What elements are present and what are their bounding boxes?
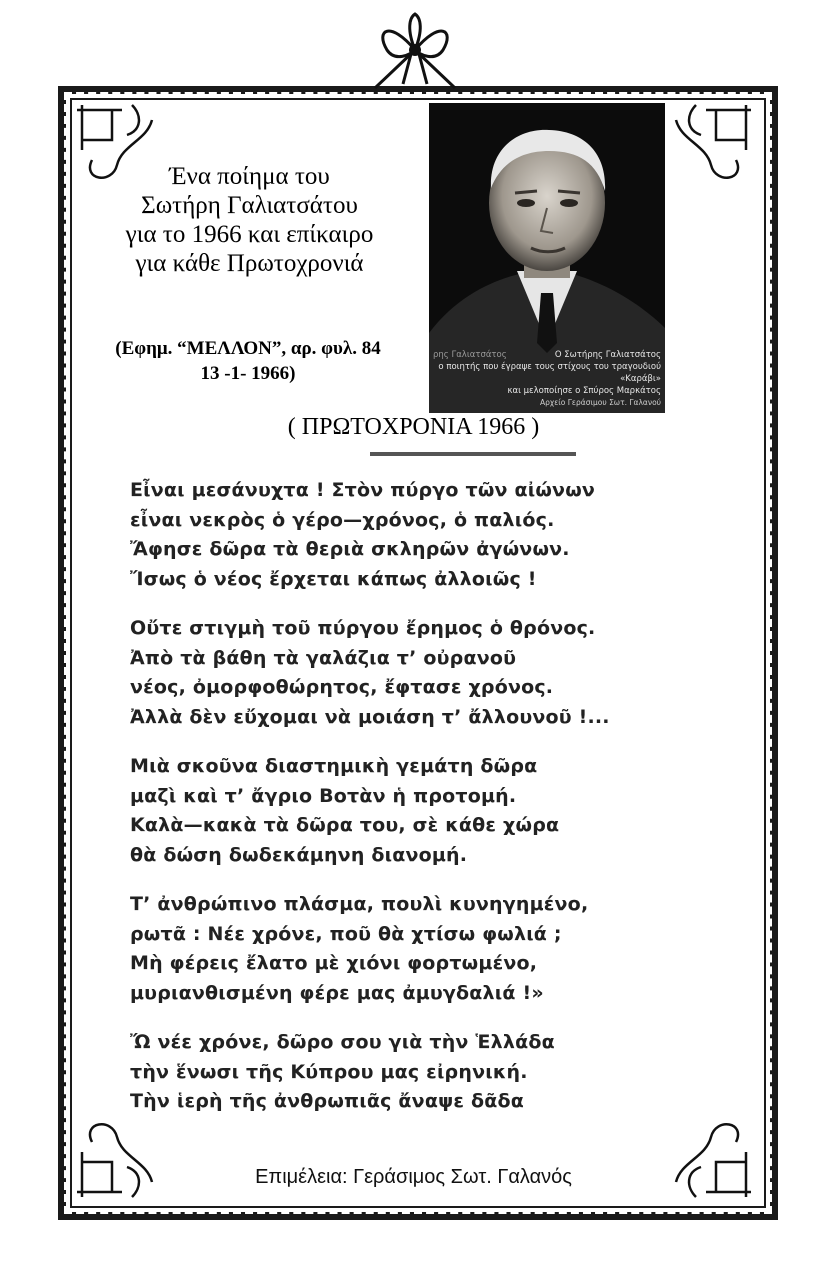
poem-line: Εἶναι μεσάνυχτα ! Στὸν πύργο τῶν αἰώνων: [130, 479, 596, 501]
intro-title-line: Ένα ποίημα του: [169, 163, 330, 190]
editor-credit: Επιμέλεια: Γεράσιμος Σωτ. Γαλανός: [255, 1166, 572, 1188]
photo-caption-line: Ο Σωτήρης Γαλιατσάτος: [554, 350, 661, 360]
poem-line: Καλὰ—κακὰ τὰ δῶρα του, σὲ κάθε χώρα: [130, 814, 560, 836]
poem-line: ρωτᾶ : Νέε χρόνε, ποῦ θὰ χτίσω φωλιά ;: [130, 922, 562, 945]
poem-stanza: [130, 752, 770, 870]
poem-line: Τὴν ἱερὴ τῆς ἀνθρωπιᾶς ἄναψε δᾶδα: [130, 1090, 524, 1112]
poem-line: Ἴσως ὁ νέος ἔρχεται κάπως ἀλλοιῶς !: [130, 567, 537, 590]
heading-rule: [370, 452, 576, 456]
portrait-photo: [429, 103, 665, 413]
poem-line: μαζὶ καὶ τ’ ἄγριο Βοτὰν ἡ προτομή.: [130, 784, 517, 807]
poem-stanza: [130, 890, 770, 1008]
photo-caption-line: ο ποιητής που έγραψε τους στίχους του τραγουδιού: [438, 362, 661, 372]
poem-heading: ( ΠΡΩΤΟΧΡΟΝΙΑ 1966 ): [287, 414, 540, 440]
poem-stanza: [130, 1028, 770, 1117]
poem-line: Ὤ νέε χρόνε, δῶρο σου γιὰ τὴν Ἑλλάδα: [130, 1031, 555, 1053]
intro-title-line: Σωτήρη Γαλιατσάτου: [141, 192, 358, 219]
photo-caption-left: ρης Γαλιατσάτος: [433, 350, 507, 360]
poem-line: θὰ δώση δωδεκάμηνη διανομή.: [130, 843, 468, 866]
newspaper-reference: [68, 336, 428, 386]
photo-caption-line: και μελοποίησε ο Σπύρος Μαρκάτος: [507, 386, 661, 396]
poem-line: τὴν ἕνωσι τῆς Κύπρου μας εἰρηνική.: [130, 1060, 528, 1083]
poem-line: Μιὰ σκοῦνα διαστημικὴ γεμάτη δῶρα: [130, 755, 538, 777]
poem-stanza: [130, 614, 770, 732]
poem-line: Τ’ ἀνθρώπινο πλάσμα, πουλὶ κυνηγημένο,: [130, 893, 589, 915]
photo-caption-credit: Αρχείο Γεράσιμου Σωτ. Γαλανού: [539, 398, 661, 407]
poem-stanza: [130, 476, 770, 594]
reference-line: 13 -1- 1966): [200, 363, 296, 384]
ribbon-bow-ornament: [365, 10, 465, 90]
corner-ornament-top-right: [666, 100, 756, 190]
intro-title-line: για το 1966 και επίκαιρο: [125, 221, 374, 248]
poem-line: νέος, ὀμορφοθώρητος, ἔφτασε χρόνος.: [130, 676, 554, 698]
poem-line: εἶναι νεκρὸς ὁ γέρο—χρόνος, ὁ παλιός.: [130, 508, 555, 531]
intro-title: [72, 162, 427, 278]
poem-line: Ἀλλὰ δὲν εὔχομαι νὰ μοιάση τ’ ἄλλουνοῦ !...: [130, 705, 610, 728]
poem-line: Ἄφησε δῶρα τὰ θεριὰ σκληρῶν ἀγώνων.: [130, 538, 570, 560]
poem-line: μυριανθισμένη φέρε μας ἀμυγδαλιά !»: [130, 981, 544, 1004]
photo-caption: [433, 349, 661, 409]
intro-title-line: για κάθε Πρωτοχρονιά: [135, 250, 364, 277]
poem-body: [130, 476, 770, 1137]
poem-line: Ἀπὸ τὰ βάθη τὰ γαλάζια τ’ οὐρανοῦ: [130, 646, 517, 669]
poem-line: Οὔτε στιγμὴ τοῦ πύργου ἔρημος ὁ θρόνος.: [130, 617, 596, 639]
photo-caption-line: «Καράβι»: [620, 374, 661, 384]
reference-line: (Εφημ. “ΜΕΛΛΟΝ”, αρ. φυλ. 84: [115, 338, 381, 359]
poem-line: Μὴ φέρεις ἔλατο μὲ χιόνι φορτωμένο,: [130, 952, 538, 974]
